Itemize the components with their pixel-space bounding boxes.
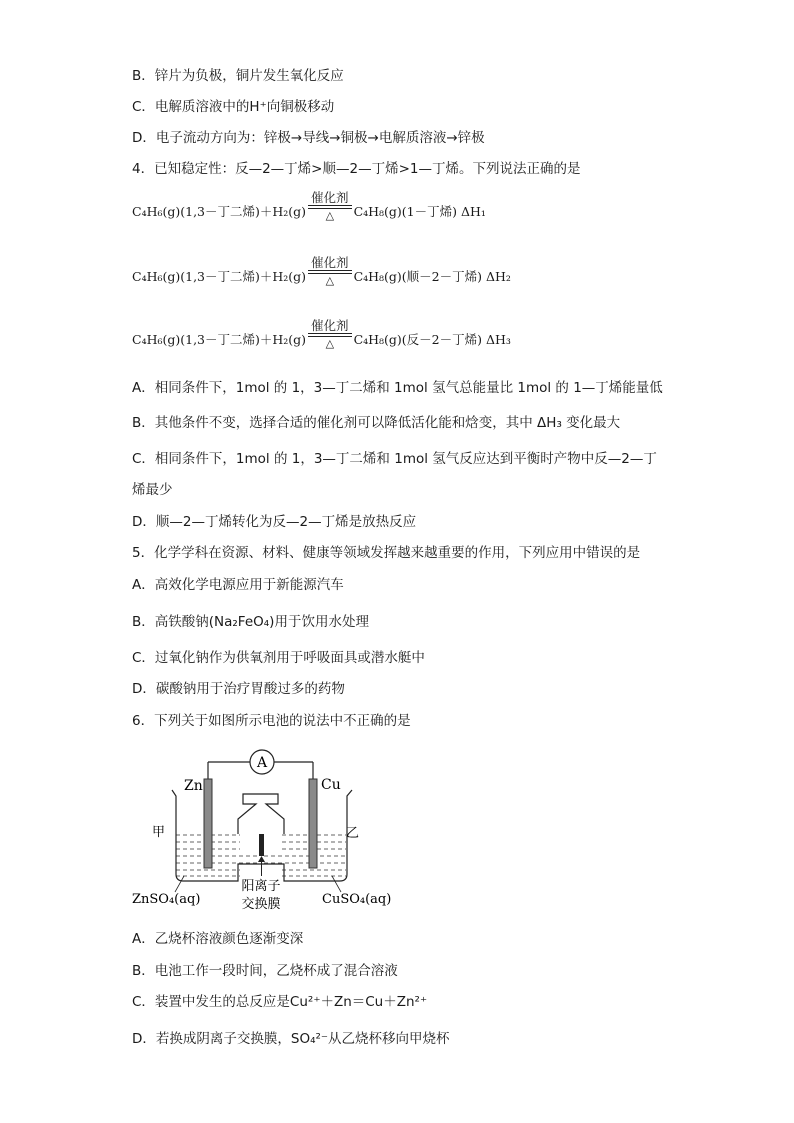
q4-equation-3 [132,318,511,357]
catalyst-label: 催化剂 [311,255,349,270]
q5-stem: 5．化学学科在资源、材料、健康等领域发挥越来越重要的作用，下列应用中错误的是 [132,545,641,561]
heat-symbol: △ [325,209,335,222]
q6-stem: 6．下列关于如图所示电池的说法中不正确的是 [132,713,411,729]
q6-option-b: B．电池工作一段时间，乙烧杯成了混合溶液 [132,963,398,979]
q3-option-d: D．电子流动方向为：锌极→导线→铜极→电解质溶液→锌极 [132,130,485,146]
eq2-reactant: C₄H₆(g)(1,3－丁二烯)＋H₂(g) [132,269,307,284]
q6-option-d: D．若换成阴离子交换膜，SO₄²⁻从乙烧杯移向甲烧杯 [132,1031,450,1047]
zn-label: Zn [184,778,203,794]
heat-symbol: △ [325,337,335,350]
eq1-condition [308,190,352,223]
galvanic-cell-diagram [132,742,412,920]
copper-electrode [309,779,317,868]
q4-option-b: B．其他条件不变，选择合适的催化剂可以降低活化能和焓变，其中 ΔH₃ 变化最大 [132,415,621,431]
q3-option-b: B．锌片为负极，铜片发生氧化反应 [132,68,344,84]
eq1-reactant: C₄H₆(g)(1,3－丁二烯)＋H₂(g) [132,204,307,219]
left-solution-label: ZnSO₄(aq) [132,892,201,907]
q6-option-a: A．乙烧杯溶液颜色逐渐变深 [132,931,304,947]
right-solution-label: CuSO₄(aq) [322,892,392,907]
q4-option-a: A．相同条件下，1mol 的 1，3—丁二烯和 1mol 氢气总能量比 1mol 的 1—丁烯能量低 [132,380,663,396]
eq2-condition [308,255,352,288]
eq3-product: C₄H₈(g)(反－2－丁烯) ΔH₃ [353,332,511,347]
eq2-product: C₄H₈(g)(顺－2－丁烯) ΔH₂ [353,269,511,284]
right-beaker-label: 乙 [346,826,360,841]
ammeter-label: A [256,755,268,771]
q4-equation-2 [132,255,511,294]
q4-option-c-line2: 烯最少 [132,482,173,498]
q4-option-d: D．顺—2—丁烯转化为反—2—丁烯是放热反应 [132,514,417,530]
q6-option-c: C．装置中发生的总反应是Cu²⁺＋Zn＝Cu＋Zn²⁺ [132,994,428,1010]
left-beaker-label: 甲 [152,825,166,840]
catalyst-label: 催化剂 [311,190,349,205]
q5-option-b: B．高铁酸钠(Na₂FeO₄)用于饮用水处理 [132,614,369,630]
eq3-condition [308,318,352,351]
q3-option-c: C．电解质溶液中的H⁺向铜极移动 [132,99,335,115]
salt-channel [238,794,284,834]
q5-option-c: C．过氧化钠作为供氧剂用于呼吸面具或潜水艇中 [132,650,425,666]
membrane-label-1: 阳离子 [241,879,281,894]
eq1-product: C₄H₈(g)(1－丁烯) ΔH₁ [353,204,486,219]
q5-option-d: D．碳酸钠用于治疗胃酸过多的药物 [132,681,345,697]
q4-option-c-line1: C．相同条件下，1mol 的 1，3—丁二烯和 1mol 氢气反应达到平衡时产物中反—2—丁 [132,451,657,467]
q5-option-a: A．高效化学电源应用于新能源汽车 [132,577,344,593]
eq3-reactant: C₄H₆(g)(1,3－丁二烯)＋H₂(g) [132,332,307,347]
q4-stem: 4．已知稳定性：反—2—丁烯>顺—2—丁烯>1—丁烯。下列说法正确的是 [132,161,581,177]
membrane-label-2: 交换膜 [241,897,281,912]
catalyst-label: 催化剂 [311,318,349,333]
zinc-electrode [204,779,212,868]
ion-exchange-membrane [259,834,264,856]
cu-label: Cu [321,777,341,793]
q4-equation-1 [132,190,486,229]
heat-symbol: △ [325,274,335,287]
